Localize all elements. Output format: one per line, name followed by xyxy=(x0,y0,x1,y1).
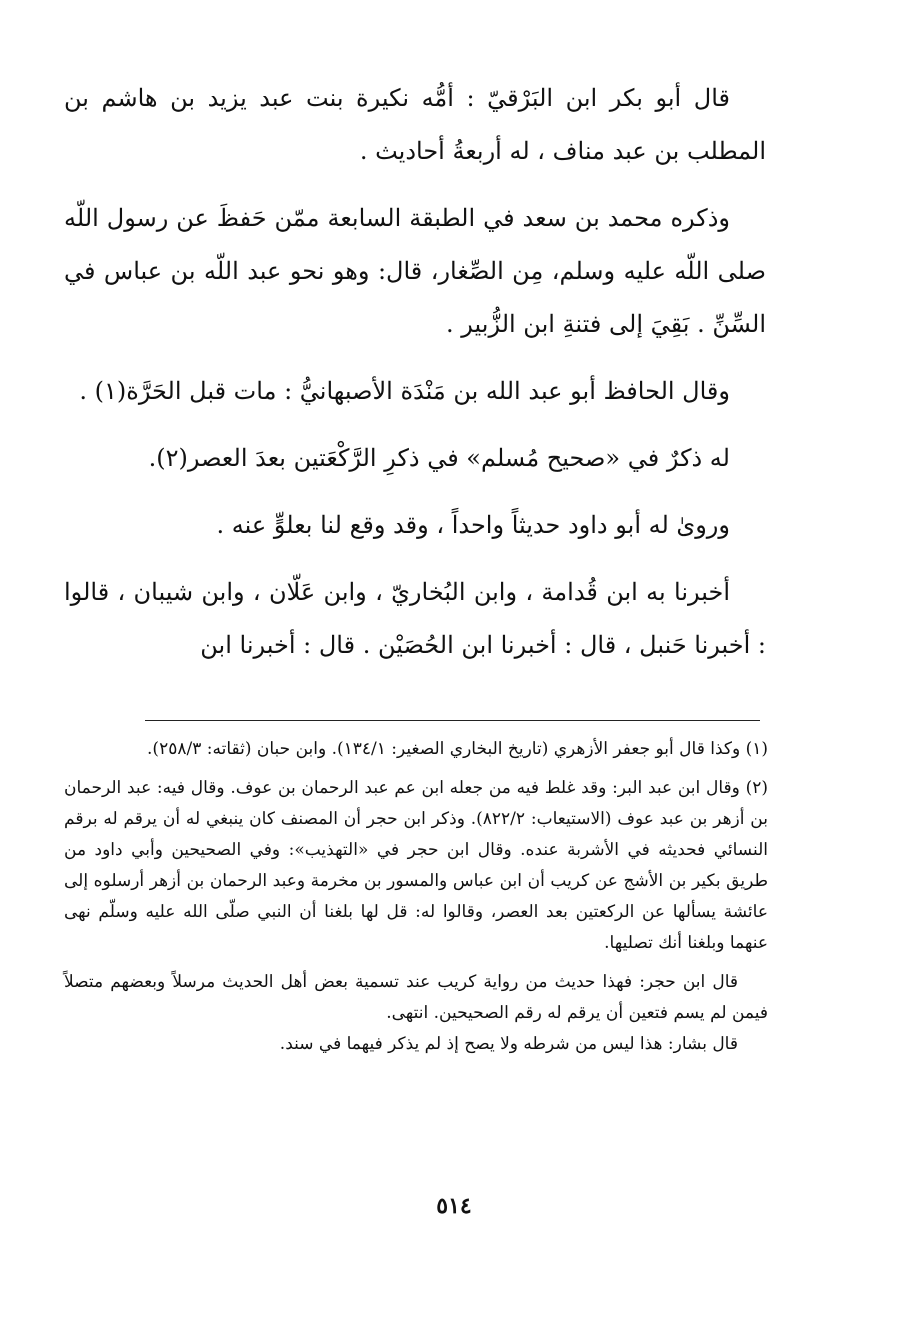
footnote-separator xyxy=(145,720,760,721)
paragraph-barqi: قال أبو بكر ابن البَرْقيّ : أمُّه نكيرة بنت عبد يزيد بن هاشم بن المطلب بن عبد مناف ، له أربعةُ أحاديث . xyxy=(64,84,766,165)
paragraph-sahih-muslim: له ذكرٌ في «صحيح مُسلم» في ذكرِ الرَّكْعَتين بعدَ العصر(٢). xyxy=(148,444,730,472)
paragraph-ibn-manda: وقال الحافظ أبو عبد الله بن مَنْدَة الأصبهانيُّ : مات قبل الحَرَّة(١) . xyxy=(79,377,730,405)
footnote-2-ibn-hajar: قال ابن حجر: فهذا حديث من رواية كريب عند تسمية بعض أهل الحديث مرسلاً وبعضهم متصلاً فيمن لم يسم فتعين أن يرقم له رقم الصحيحين. انتهى. xyxy=(64,972,768,1023)
paragraph-ibn-sad: وذكره محمد بن سعد في الطبقة السابعة ممّن حَفظَ عن رسول اللّه صلى اللّه عليه وسلم، مِن الصِّغار، قال: وهو نحو عبد اللّه بن عباس في السِّنِّ . بَقِيَ إلى فتنةِ ابن الزُّبير . xyxy=(64,204,766,338)
page-number: ٥١٤ xyxy=(436,1193,472,1219)
main-text xyxy=(64,72,766,686)
paragraph-isnad: أخبرنا به ابن قُدامة ، وابن البُخاريّ ، وابن عَلّان ، وابن شيبان ، قالوا : أخبرنا حَنبل ، قال : أخبرنا ابن الحُصَيْن . قال : أخبرنا ابن xyxy=(64,578,766,659)
paragraph-abu-dawud: وروىٰ له أبو داود حديثاً واحداً ، وقد وقع لنا بعلوٍّ عنه . xyxy=(216,511,730,539)
footnote-1: (١) وكذا قال أبو جعفر الأزهري (تاريخ البخاري الصغير: ١٣٤/١). وابن حبان (ثقاته: ٢٥٨/٣). xyxy=(147,739,768,759)
footnote-2-bashar: قال بشار: هذا ليس من شرطه ولا يصح إذ لم يذكر فيهما في سند. xyxy=(279,1034,738,1054)
footnote-2: (٢) وقال ابن عبد البر: وقد غلط فيه من جعله ابن عم عبد الرحمان بن عوف. وقال فيه: عبد الرحمان بن أزهر بن عبد عوف (الاستيعاب: ٨٢٢/٢). وذكر ابن حجر أن المصنف كان ينبغي له أن يرقم له برقم النسائي فحديثه في الأشربة عنده. وقال ابن حجر في «التهذيب»: وفي الصحيحين وأبي داود من طريق بكير بن الأشج عن كريب أن ابن عباس والمسور بن مخرمة وعبد الرحمان بن أزهر أرسلوه إلى عائشة يسألها عن الركعتين بعد العصر، وقالوا له: قل لها بلغنا أن النبي صلّى الله عليه وسلّم نهى عنهما وبلغنا أنك تصليها. xyxy=(64,778,768,953)
footnotes xyxy=(64,734,768,1060)
